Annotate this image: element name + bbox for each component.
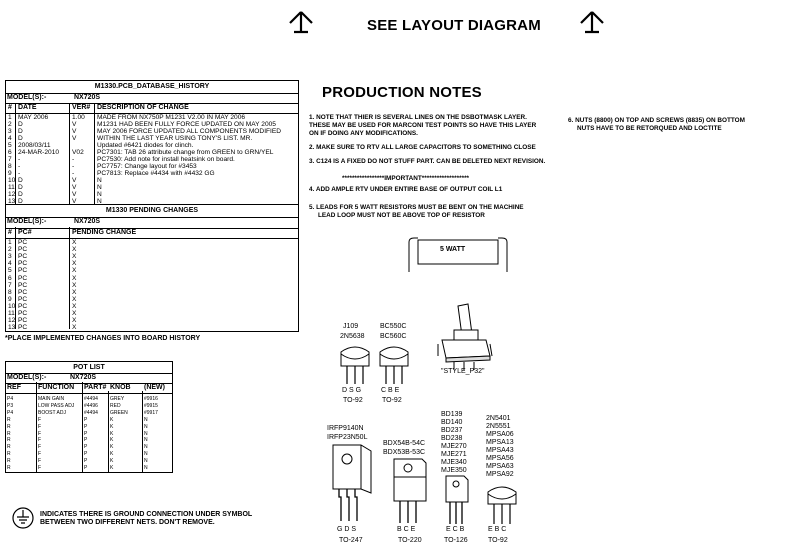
production-notes-title: PRODUCTION NOTES bbox=[322, 84, 482, 101]
irfp-package: TO-247 bbox=[339, 537, 363, 544]
pot-cell-knob: K bbox=[110, 423, 114, 430]
table-row bbox=[6, 184, 298, 191]
pending-cell-chg: X bbox=[72, 288, 77, 296]
pot-cell-ref: R bbox=[7, 465, 11, 471]
to247-package-icon bbox=[331, 441, 375, 523]
table-row bbox=[6, 128, 298, 135]
history-cell-ver: V bbox=[72, 184, 77, 191]
pot-cell-new: #9917 bbox=[144, 409, 158, 416]
pending-cell-n: 9 bbox=[8, 295, 12, 303]
table-row bbox=[6, 114, 298, 121]
pot-cell-part: P bbox=[84, 437, 88, 444]
pot-cell-fn: F bbox=[38, 423, 42, 430]
potentiometer-icon bbox=[430, 300, 496, 372]
ground-note-line1: INDICATES THERE IS GROUND CONNECTION UNDER SYMBOL bbox=[40, 511, 253, 518]
table-row bbox=[6, 121, 298, 128]
resistor-label: 5 WATT bbox=[440, 246, 466, 253]
pending-cell-pc: PC bbox=[18, 295, 28, 303]
history-cell-date: MAY 2006 bbox=[18, 114, 49, 121]
pot-cell-new: N bbox=[144, 437, 148, 444]
pot-header-row bbox=[6, 384, 172, 394]
pot-cell-part: P bbox=[84, 430, 88, 437]
bc550-package: TO-92 bbox=[382, 397, 402, 404]
pending-model-value: NX720S bbox=[74, 218, 101, 225]
pot-col-knob: KNOB bbox=[110, 384, 131, 391]
pending-cell-chg: X bbox=[72, 302, 77, 310]
to92-package-icon bbox=[484, 484, 520, 526]
irfp-name1: IRFP9140N bbox=[327, 425, 364, 432]
production-note-2: 2. MAKE SURE TO RTV ALL LARGE CAPACITORS TO SOMETHING CLOSE bbox=[309, 144, 536, 151]
pot-cell-knob: K bbox=[110, 437, 114, 444]
note6-line2: NUTS HAVE TO BE RETORQUED AND LOCTITE bbox=[577, 125, 722, 132]
j109-name2: 2N5638 bbox=[340, 333, 365, 340]
bdx-name1: BDX54B-54C bbox=[383, 440, 426, 447]
history-col-date: DATE bbox=[18, 104, 37, 111]
pending-cell-chg: X bbox=[72, 324, 77, 332]
bc550-name2: BC560C bbox=[380, 333, 407, 340]
irfp-name2: IRFP23N50L bbox=[327, 434, 368, 441]
pot-col-new: (NEW) bbox=[144, 384, 165, 391]
history-cell-date: D bbox=[18, 128, 23, 135]
pending-cell-n: 12 bbox=[8, 317, 16, 325]
pending-header-row bbox=[6, 229, 298, 239]
table-row bbox=[6, 296, 298, 303]
table-row bbox=[6, 303, 298, 310]
n2-name: MPSA13 bbox=[486, 439, 514, 446]
pending-cell-n: 11 bbox=[8, 310, 15, 317]
bd-name: MJE271 bbox=[441, 451, 467, 458]
history-cell-desc: PC7813: Replace #4434 with #4432 GG bbox=[97, 170, 215, 177]
pot-cell-fn: F bbox=[38, 444, 42, 451]
pot-cell-ref: R bbox=[7, 451, 11, 458]
history-cell-n: 2 bbox=[8, 121, 12, 128]
pot-cell-new: N bbox=[144, 458, 148, 465]
pot-cell-fn: LOW PASS ADJ bbox=[38, 402, 75, 409]
pot-cell-ref: R bbox=[7, 430, 11, 437]
pending-cell-chg: X bbox=[72, 317, 77, 325]
pending-cell-n: 8 bbox=[8, 288, 12, 296]
n2-name: MPSA43 bbox=[486, 447, 514, 454]
up-arrow-icon-right bbox=[579, 10, 605, 34]
pot-col-part: PART# bbox=[84, 384, 107, 391]
j109-name1: J109 bbox=[343, 323, 359, 330]
pot-cell-ref: R bbox=[7, 437, 11, 444]
production-important: *****************IMPORTANT******************* bbox=[342, 175, 470, 182]
note6-line1: 6. NUTS (8800) ON TOP AND SCREWS (8835) ON BOTTOM bbox=[568, 117, 745, 124]
pending-cell-chg: X bbox=[72, 253, 77, 261]
history-cell-desc: MADE FROM NX750P M1231 V2.00 IN MAY 2006 bbox=[97, 114, 246, 121]
history-cell-n: 12 bbox=[8, 191, 16, 198]
pot-cell-knob: K bbox=[110, 444, 114, 451]
history-model-row bbox=[6, 94, 298, 104]
history-cell-date: D bbox=[18, 135, 23, 142]
history-cell-ver: V bbox=[72, 177, 77, 184]
history-cell-ver: V bbox=[72, 135, 77, 142]
pot-cell-knob: K bbox=[110, 465, 114, 471]
pot-cell-new: #9916 bbox=[144, 396, 158, 402]
table-row bbox=[6, 142, 298, 149]
pot-cell-knob: GREY bbox=[110, 396, 125, 402]
pending-col-pc: PC# bbox=[18, 229, 32, 236]
history-cell-date: D bbox=[18, 184, 23, 191]
history-cell-ver: V bbox=[72, 191, 77, 198]
history-cell-n: 5 bbox=[8, 142, 12, 149]
pot-cell-new: N bbox=[144, 430, 148, 437]
history-cell-ver: V02 bbox=[72, 149, 84, 156]
history-cell-ver: V bbox=[72, 198, 77, 205]
pot-list-table bbox=[5, 361, 173, 473]
pending-cell-chg: X bbox=[72, 246, 77, 254]
up-arrow-icon-left bbox=[288, 10, 314, 34]
n2-name: MPSA92 bbox=[486, 471, 514, 478]
bc550-name1: BC550C bbox=[380, 323, 407, 330]
pending-cell-n: 7 bbox=[8, 281, 12, 289]
bd-package: TO-126 bbox=[444, 537, 468, 544]
pot-cell-fn: F bbox=[38, 465, 42, 471]
note1-line2: THESE MAY BE USED FOR MARCONI TEST POINTS SO HAVE THIS LAYER bbox=[309, 122, 537, 129]
production-note-5 bbox=[309, 204, 524, 220]
pot-col-function: FUNCTION bbox=[38, 384, 75, 391]
production-note-1 bbox=[309, 114, 536, 138]
pot-cell-knob: RED bbox=[110, 402, 121, 409]
pending-col-num: # bbox=[8, 229, 12, 236]
bd-pins: E C B bbox=[446, 526, 465, 533]
production-note-6 bbox=[568, 117, 745, 133]
pending-model-row bbox=[6, 218, 298, 229]
j109-package: TO-92 bbox=[343, 397, 363, 404]
bdx-package: TO-220 bbox=[398, 537, 422, 544]
pending-cell-n: 13 bbox=[8, 324, 16, 332]
pending-col-change: PENDING CHANGE bbox=[72, 229, 137, 236]
production-note-4: 4. ADD AMPLE RTV UNDER ENTIRE BASE OF OUTPUT COIL L1 bbox=[309, 186, 503, 193]
pot-cell-ref: R bbox=[7, 458, 11, 465]
note5-line1: 5. LEADS FOR 5 WATT RESISTORS MUST BE BENT ON THE MACHINE bbox=[309, 204, 524, 211]
pot-cell-part: P bbox=[84, 423, 88, 430]
history-model-label: MODEL(S):- bbox=[7, 94, 47, 101]
table-row bbox=[6, 149, 298, 156]
pot-model-value: NX720S bbox=[70, 374, 97, 381]
pot-cell-ref: P4 bbox=[7, 409, 14, 416]
history-cell-n: 9 bbox=[8, 170, 12, 177]
pending-cell-n: 3 bbox=[8, 253, 12, 261]
pot-cell-ref: P4 bbox=[7, 396, 14, 402]
history-cell-date: D bbox=[18, 191, 23, 198]
pot-cell-fn: BOOST ADJ bbox=[38, 409, 66, 416]
pot-model-row bbox=[6, 374, 172, 384]
table-row bbox=[6, 324, 298, 331]
history-cell-ver: - bbox=[72, 156, 75, 163]
table-row bbox=[6, 282, 298, 289]
pot-cell-part: P bbox=[84, 458, 88, 465]
history-cell-desc: N bbox=[97, 184, 102, 191]
pending-cell-pc: PC bbox=[18, 274, 28, 282]
pending-cell-pc: PC bbox=[18, 260, 28, 268]
pending-cell-pc: PC bbox=[18, 302, 28, 310]
table-row bbox=[6, 177, 298, 184]
n2-name: MPSA06 bbox=[486, 431, 514, 438]
history-cell-desc: Updated #6421 diodes for clinch. bbox=[97, 142, 194, 149]
n2-package: TO-92 bbox=[488, 537, 508, 544]
note5-line2: LEAD LOOP MUST NOT BE ABOVE TOP OF RESISTOR bbox=[318, 212, 485, 219]
history-cell-n: 6 bbox=[8, 149, 12, 156]
pot-list-title: POT LIST bbox=[6, 362, 172, 374]
pot-cell-ref: P3 bbox=[7, 402, 14, 409]
pot-cell-part: P bbox=[84, 444, 88, 451]
pending-section bbox=[6, 204, 298, 331]
pending-rows bbox=[6, 239, 298, 331]
pot-cell-part: P bbox=[84, 451, 88, 458]
history-cell-desc: N bbox=[97, 198, 102, 205]
bd-name: MJE350 bbox=[441, 467, 467, 474]
pending-title: M1330 PENDING CHANGES bbox=[6, 204, 298, 218]
bd-name: MJE270 bbox=[441, 443, 467, 450]
bd-name: MJE340 bbox=[441, 459, 467, 466]
note1-line1: 1. NOTE THAT THIER IS SEVERAL LINES ON THE DSBOTMASK LAYER. bbox=[309, 114, 527, 121]
table-row bbox=[6, 317, 298, 324]
pending-cell-n: 2 bbox=[8, 246, 12, 254]
pending-cell-chg: X bbox=[72, 310, 77, 317]
history-cell-n: 1 bbox=[8, 114, 12, 121]
pending-cell-pc: PC bbox=[18, 246, 28, 254]
history-cell-date: D bbox=[18, 121, 23, 128]
history-cell-desc: PC7301: TAB 26 attribute change from GREEN to GRN/YEL bbox=[97, 149, 274, 156]
j109-pins: D S G bbox=[342, 387, 362, 394]
pending-cell-pc: PC bbox=[18, 267, 28, 275]
table-row bbox=[6, 135, 298, 142]
resistor-5w-drawing bbox=[404, 234, 512, 274]
pot-cell-knob: K bbox=[110, 416, 114, 423]
irfp-pins: G D S bbox=[337, 526, 357, 533]
pending-cell-pc: PC bbox=[18, 324, 28, 332]
bd-name: BD140 bbox=[441, 419, 463, 426]
history-cell-desc: WITHIN THE LAST YEAR USING TONY'S LIST. MR. bbox=[97, 135, 253, 142]
to92-package-icon bbox=[376, 344, 412, 388]
history-table bbox=[5, 80, 299, 332]
bc550-pins: C B E bbox=[381, 387, 400, 394]
pending-cell-pc: PC bbox=[18, 310, 28, 317]
table-row bbox=[6, 289, 298, 296]
pot-cell-new: N bbox=[144, 465, 148, 471]
history-cell-date: - bbox=[18, 156, 21, 163]
pot-cell-ref: R bbox=[7, 416, 11, 423]
pending-cell-n: 10 bbox=[8, 302, 16, 310]
pending-cell-chg: X bbox=[72, 239, 77, 246]
table-row bbox=[6, 163, 298, 170]
pot-cell-knob: K bbox=[110, 430, 114, 437]
pot-cell-part: P bbox=[84, 416, 88, 423]
pot-cell-knob: K bbox=[110, 458, 114, 465]
pot-col-ref: REF bbox=[7, 384, 21, 391]
pot-cell-new: #9915 bbox=[144, 402, 158, 409]
history-cell-n: 13 bbox=[8, 198, 16, 205]
history-cell-ver: V bbox=[72, 121, 77, 128]
pot-cell-new: N bbox=[144, 451, 148, 458]
table-row bbox=[6, 310, 298, 317]
history-header-row bbox=[6, 104, 298, 114]
history-title: M1330.PCB_DATABASE_HISTORY bbox=[6, 81, 298, 94]
bd-name-list bbox=[441, 411, 467, 475]
history-cell-n: 3 bbox=[8, 128, 12, 135]
history-cell-ver: - bbox=[72, 163, 75, 170]
pot-model-label: MODEL(S):- bbox=[7, 374, 47, 381]
pending-footnote: *PLACE IMPLEMENTED CHANGES INTO BOARD HISTORY bbox=[5, 335, 201, 342]
pending-model-label: MODEL(S):- bbox=[7, 218, 47, 225]
production-note-3: 3. C124 IS A FIXED DO NOT STUFF PART. CAN BE DELETED NEXT REVISION. bbox=[309, 158, 546, 165]
n2-name: 2N5401 bbox=[486, 415, 511, 422]
pot-cell-knob: K bbox=[110, 451, 114, 458]
history-cell-desc: N bbox=[97, 177, 102, 184]
pending-cell-pc: PC bbox=[18, 239, 28, 246]
history-cell-date: D bbox=[18, 177, 23, 184]
pending-cell-pc: PC bbox=[18, 253, 28, 261]
layout-diagram-title: SEE LAYOUT DIAGRAM bbox=[367, 17, 541, 34]
history-col-desc: DESCRIPTION OF CHANGE bbox=[97, 104, 189, 111]
table-row bbox=[6, 267, 298, 274]
pot-cell-fn: F bbox=[38, 437, 42, 444]
pot-cell-ref: R bbox=[7, 444, 11, 451]
history-cell-desc: N bbox=[97, 191, 102, 198]
pending-cell-chg: X bbox=[72, 295, 77, 303]
history-cell-n: 10 bbox=[8, 177, 16, 184]
history-cell-date: 2008/03/11 bbox=[18, 142, 51, 149]
history-cell-ver: 1.00 bbox=[72, 114, 85, 121]
pot-cell-part: P bbox=[84, 465, 88, 471]
bdx-pins: B C E bbox=[397, 526, 416, 533]
pot-cell-ref: R bbox=[7, 423, 11, 430]
history-cell-desc: PC7757: Change layout for #3453 bbox=[97, 163, 197, 170]
pot-cell-fn: F bbox=[38, 458, 42, 465]
history-cell-ver: - bbox=[72, 170, 75, 177]
table-row bbox=[6, 465, 172, 472]
bdx-name2: BDX53B-53C bbox=[383, 449, 426, 456]
n2-name: MPSA63 bbox=[486, 463, 514, 470]
pot-cell-knob: GREEN bbox=[110, 409, 128, 416]
history-cell-n: 11 bbox=[8, 184, 15, 191]
bd-name: BD237 bbox=[441, 427, 463, 434]
history-cell-n: 8 bbox=[8, 163, 12, 170]
pending-cell-chg: X bbox=[72, 274, 77, 282]
pot-cell-fn: MAIN GAIN bbox=[38, 396, 65, 402]
bd-name: BD139 bbox=[441, 411, 463, 418]
pending-cell-n: 1 bbox=[8, 239, 12, 246]
history-cell-date: - bbox=[18, 163, 21, 170]
history-col-num: # bbox=[8, 104, 12, 111]
table-row bbox=[6, 260, 298, 267]
pot-cell-fn: F bbox=[38, 451, 42, 458]
pot-cell-new: N bbox=[144, 423, 148, 430]
history-cell-date: - bbox=[18, 170, 21, 177]
history-col-ver: VER# bbox=[72, 104, 91, 111]
table-row bbox=[6, 156, 298, 163]
n2-name: 2N5551 bbox=[486, 423, 511, 430]
table-row bbox=[6, 275, 298, 282]
pending-cell-n: 4 bbox=[8, 260, 12, 268]
table-row bbox=[6, 191, 298, 198]
n2-name: MPSA56 bbox=[486, 455, 514, 462]
history-cell-desc: M1231 HAD BEEN FULLY FORCE UPDATED ON MAY 2005 bbox=[97, 121, 276, 128]
n2-name-list bbox=[486, 415, 514, 479]
to92-package-icon bbox=[337, 344, 373, 388]
table-row bbox=[6, 239, 298, 246]
pending-cell-chg: X bbox=[72, 260, 77, 268]
pending-cell-n: 6 bbox=[8, 274, 12, 282]
history-cell-n: 4 bbox=[8, 135, 12, 142]
pot-cell-fn: F bbox=[38, 416, 42, 423]
to126-package-icon bbox=[442, 474, 472, 526]
pot-cell-new: N bbox=[144, 444, 148, 451]
pot-cell-fn: F bbox=[38, 430, 42, 437]
pending-cell-pc: PC bbox=[18, 281, 28, 289]
bd-name: BD238 bbox=[441, 435, 463, 442]
history-cell-date: D bbox=[18, 198, 23, 205]
pending-cell-pc: PC bbox=[18, 317, 28, 325]
pending-cell-pc: PC bbox=[18, 288, 28, 296]
table-row bbox=[6, 246, 298, 253]
pending-cell-n: 5 bbox=[8, 267, 12, 275]
pending-cell-chg: X bbox=[72, 267, 77, 275]
style-p32-label: "STYLE_P32" bbox=[441, 368, 485, 375]
note1-line3: ON IF DOING ANY MODIFICATIONS. bbox=[309, 130, 418, 137]
history-model-value: NX720S bbox=[74, 94, 101, 101]
n2-pins: E B C bbox=[488, 526, 507, 533]
history-cell-date: 24-MAR-2010 bbox=[18, 149, 60, 156]
history-cell-ver: V bbox=[72, 128, 77, 135]
pot-cell-part: #4496 bbox=[84, 402, 98, 409]
pending-cell-chg: X bbox=[72, 281, 77, 289]
table-row bbox=[6, 170, 298, 177]
history-cell-n: 7 bbox=[8, 156, 12, 163]
ground-symbol-icon bbox=[11, 506, 35, 530]
pot-cell-part: #4494 bbox=[84, 396, 98, 402]
pot-cell-new: N bbox=[144, 416, 148, 423]
table-row bbox=[6, 253, 298, 260]
history-rows bbox=[6, 114, 298, 204]
history-cell-desc: MAY 2006 FORCE UPDATED ALL COMPONENTS MODIFIED bbox=[97, 128, 282, 135]
to220-package-icon bbox=[390, 457, 430, 525]
history-cell-desc: PC7530: Add note for install heatsink on board. bbox=[97, 156, 235, 163]
ground-note-line2: BETWEEN TWO DIFFERENT NETS. DON'T REMOVE. bbox=[40, 519, 215, 526]
pot-cell-part: #4494 bbox=[84, 409, 98, 416]
pot-rows bbox=[6, 394, 172, 472]
